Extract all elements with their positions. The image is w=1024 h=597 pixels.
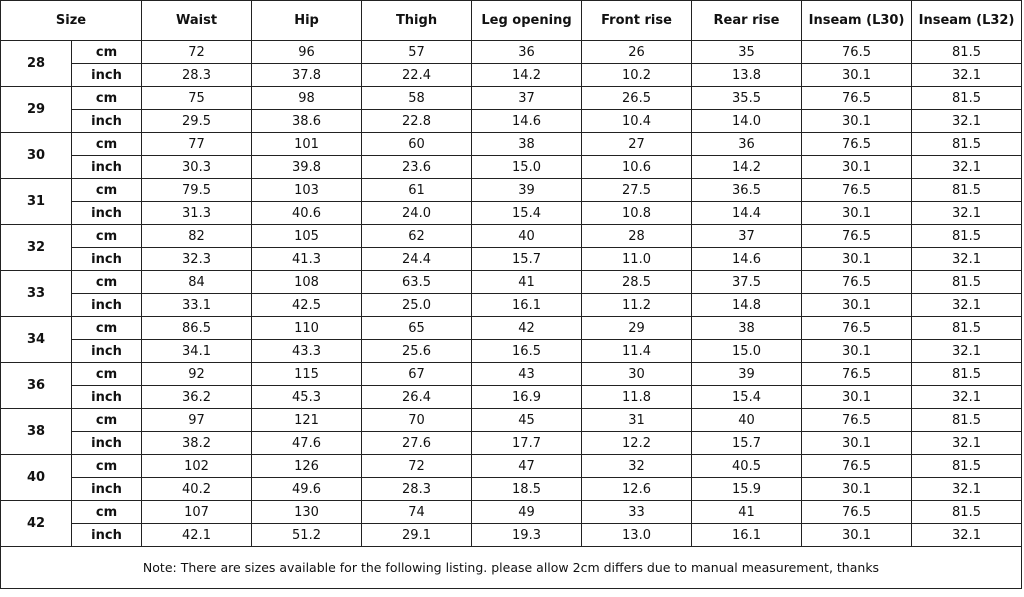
measurement-cell: 84: [142, 271, 252, 294]
unit-label: cm: [72, 501, 142, 524]
measurement-cell: 81.5: [912, 41, 1022, 64]
measurement-cell: 81.5: [912, 409, 1022, 432]
size-cell: 33: [1, 271, 72, 317]
unit-label: cm: [72, 271, 142, 294]
measurement-cell: 32.1: [912, 156, 1022, 179]
measurement-cell: 24.0: [362, 202, 472, 225]
size-cell: 31: [1, 179, 72, 225]
measurement-cell: 32.1: [912, 524, 1022, 547]
measurement-cell: 11.4: [582, 340, 692, 363]
measurement-cell: 13.0: [582, 524, 692, 547]
table-row: [1, 455, 1022, 478]
table-row: [1, 179, 1022, 202]
measurement-cell: 14.2: [472, 64, 582, 87]
unit-label: cm: [72, 179, 142, 202]
measurement-cell: 12.2: [582, 432, 692, 455]
measurement-cell: 30.1: [802, 248, 912, 271]
measurement-cell: 76.5: [802, 41, 912, 64]
measurement-cell: 30.1: [802, 64, 912, 87]
measurement-cell: 28.5: [582, 271, 692, 294]
measurement-cell: 32.1: [912, 64, 1022, 87]
measurement-cell: 14.6: [472, 110, 582, 133]
measurement-cell: 81.5: [912, 501, 1022, 524]
measurement-cell: 98: [252, 87, 362, 110]
measurement-cell: 82: [142, 225, 252, 248]
table-row: [1, 133, 1022, 156]
measurement-cell: 43: [472, 363, 582, 386]
measurement-cell: 72: [362, 455, 472, 478]
measurement-cell: 42.1: [142, 524, 252, 547]
measurement-cell: 40: [692, 409, 802, 432]
measurement-cell: 51.2: [252, 524, 362, 547]
measurement-cell: 126: [252, 455, 362, 478]
measurement-cell: 30.1: [802, 478, 912, 501]
measurement-cell: 14.0: [692, 110, 802, 133]
measurement-cell: 81.5: [912, 317, 1022, 340]
measurement-cell: 58: [362, 87, 472, 110]
measurement-cell: 37.8: [252, 64, 362, 87]
measurement-cell: 60: [362, 133, 472, 156]
measurement-cell: 30.1: [802, 340, 912, 363]
measurement-cell: 11.2: [582, 294, 692, 317]
measurement-cell: 28.3: [142, 64, 252, 87]
measurement-cell: 15.0: [692, 340, 802, 363]
measurement-cell: 81.5: [912, 271, 1022, 294]
header-size: Size: [1, 1, 142, 41]
measurement-cell: 81.5: [912, 87, 1022, 110]
measurement-cell: 15.9: [692, 478, 802, 501]
table-row: [1, 41, 1022, 64]
measurement-cell: 76.5: [802, 87, 912, 110]
measurement-cell: 130: [252, 501, 362, 524]
unit-label: inch: [72, 340, 142, 363]
measurement-cell: 26.4: [362, 386, 472, 409]
size-cell: 32: [1, 225, 72, 271]
measurement-cell: 30.1: [802, 524, 912, 547]
measurement-cell: 75: [142, 87, 252, 110]
measurement-cell: 17.7: [472, 432, 582, 455]
unit-label: inch: [72, 432, 142, 455]
measurement-cell: 30.1: [802, 156, 912, 179]
measurement-cell: 15.7: [472, 248, 582, 271]
note-text: Note: There are sizes available for the following listing. please allow 2cm differs due to manual measurement, thanks: [1, 547, 1022, 589]
measurement-cell: 38.6: [252, 110, 362, 133]
measurement-cell: 76.5: [802, 501, 912, 524]
unit-label: inch: [72, 64, 142, 87]
measurement-cell: 57: [362, 41, 472, 64]
note-row: [1, 547, 1022, 589]
measurement-cell: 22.4: [362, 64, 472, 87]
measurement-cell: 18.5: [472, 478, 582, 501]
table-row: [1, 87, 1022, 110]
measurement-cell: 76.5: [802, 271, 912, 294]
measurement-cell: 108: [252, 271, 362, 294]
measurement-cell: 77: [142, 133, 252, 156]
measurement-cell: 10.2: [582, 64, 692, 87]
measurement-cell: 40.2: [142, 478, 252, 501]
unit-label: inch: [72, 524, 142, 547]
measurement-cell: 16.5: [472, 340, 582, 363]
measurement-cell: 29.1: [362, 524, 472, 547]
table-row: [1, 110, 1022, 133]
measurement-cell: 15.4: [692, 386, 802, 409]
header-rear-rise: Rear rise: [692, 1, 802, 41]
table-row: [1, 248, 1022, 271]
measurement-cell: 31: [582, 409, 692, 432]
measurement-cell: 41.3: [252, 248, 362, 271]
measurement-cell: 38: [472, 133, 582, 156]
measurement-cell: 11.0: [582, 248, 692, 271]
table-row: [1, 294, 1022, 317]
table-row: [1, 317, 1022, 340]
measurement-cell: 14.2: [692, 156, 802, 179]
unit-label: cm: [72, 87, 142, 110]
measurement-cell: 32.1: [912, 386, 1022, 409]
measurement-cell: 39.8: [252, 156, 362, 179]
measurement-cell: 23.6: [362, 156, 472, 179]
unit-label: inch: [72, 156, 142, 179]
measurement-cell: 35.5: [692, 87, 802, 110]
header-inseam-l30: Inseam (L30): [802, 1, 912, 41]
table-row: [1, 202, 1022, 225]
table-row: [1, 340, 1022, 363]
measurement-cell: 33: [582, 501, 692, 524]
measurement-cell: 19.3: [472, 524, 582, 547]
measurement-cell: 25.6: [362, 340, 472, 363]
table-row: [1, 271, 1022, 294]
measurement-cell: 31.3: [142, 202, 252, 225]
measurement-cell: 26: [582, 41, 692, 64]
measurement-cell: 22.8: [362, 110, 472, 133]
table-row: [1, 501, 1022, 524]
measurement-cell: 12.6: [582, 478, 692, 501]
unit-label: inch: [72, 478, 142, 501]
measurement-cell: 15.0: [472, 156, 582, 179]
measurement-cell: 97: [142, 409, 252, 432]
measurement-cell: 62: [362, 225, 472, 248]
measurement-cell: 115: [252, 363, 362, 386]
measurement-cell: 110: [252, 317, 362, 340]
table-row: [1, 409, 1022, 432]
measurement-cell: 76.5: [802, 455, 912, 478]
measurement-cell: 34.1: [142, 340, 252, 363]
unit-label: inch: [72, 294, 142, 317]
measurement-cell: 42: [472, 317, 582, 340]
measurement-cell: 25.0: [362, 294, 472, 317]
measurement-cell: 35: [692, 41, 802, 64]
measurement-cell: 32.1: [912, 340, 1022, 363]
size-cell: 40: [1, 455, 72, 501]
measurement-cell: 37.5: [692, 271, 802, 294]
measurement-cell: 10.4: [582, 110, 692, 133]
measurement-cell: 10.8: [582, 202, 692, 225]
measurement-cell: 45.3: [252, 386, 362, 409]
size-cell: 28: [1, 41, 72, 87]
measurement-cell: 43.3: [252, 340, 362, 363]
header-inseam-l32: Inseam (L32): [912, 1, 1022, 41]
measurement-cell: 33.1: [142, 294, 252, 317]
measurement-cell: 76.5: [802, 225, 912, 248]
measurement-cell: 32.1: [912, 432, 1022, 455]
measurement-cell: 40: [472, 225, 582, 248]
table-row: [1, 432, 1022, 455]
unit-label: inch: [72, 110, 142, 133]
measurement-cell: 81.5: [912, 455, 1022, 478]
measurement-cell: 81.5: [912, 179, 1022, 202]
measurement-cell: 30.3: [142, 156, 252, 179]
measurement-cell: 81.5: [912, 363, 1022, 386]
measurement-cell: 30.1: [802, 432, 912, 455]
header-front-rise: Front rise: [582, 1, 692, 41]
measurement-cell: 14.8: [692, 294, 802, 317]
measurement-cell: 47: [472, 455, 582, 478]
measurement-cell: 40.6: [252, 202, 362, 225]
measurement-cell: 30.1: [802, 202, 912, 225]
table-row: [1, 524, 1022, 547]
measurement-cell: 76.5: [802, 179, 912, 202]
measurement-cell: 32.1: [912, 110, 1022, 133]
measurement-cell: 76.5: [802, 133, 912, 156]
measurement-cell: 15.4: [472, 202, 582, 225]
measurement-cell: 24.4: [362, 248, 472, 271]
measurement-cell: 96: [252, 41, 362, 64]
size-cell: 42: [1, 501, 72, 547]
size-cell: 34: [1, 317, 72, 363]
measurement-cell: 76.5: [802, 363, 912, 386]
measurement-cell: 39: [692, 363, 802, 386]
measurement-cell: 49.6: [252, 478, 362, 501]
measurement-cell: 76.5: [802, 409, 912, 432]
measurement-cell: 29: [582, 317, 692, 340]
table-row: [1, 363, 1022, 386]
table-row: [1, 386, 1022, 409]
measurement-cell: 61: [362, 179, 472, 202]
measurement-cell: 27: [582, 133, 692, 156]
measurement-cell: 42.5: [252, 294, 362, 317]
measurement-cell: 41: [472, 271, 582, 294]
measurement-cell: 81.5: [912, 133, 1022, 156]
measurement-cell: 16.9: [472, 386, 582, 409]
measurement-cell: 32.1: [912, 294, 1022, 317]
size-chart-body: [1, 41, 1022, 547]
measurement-cell: 72: [142, 41, 252, 64]
measurement-cell: 79.5: [142, 179, 252, 202]
measurement-cell: 10.6: [582, 156, 692, 179]
unit-label: cm: [72, 225, 142, 248]
measurement-cell: 27.5: [582, 179, 692, 202]
unit-label: cm: [72, 455, 142, 478]
measurement-cell: 41: [692, 501, 802, 524]
measurement-cell: 103: [252, 179, 362, 202]
header-leg-opening: Leg opening: [472, 1, 582, 41]
measurement-cell: 26.5: [582, 87, 692, 110]
measurement-cell: 30.1: [802, 294, 912, 317]
table-row: [1, 478, 1022, 501]
measurement-cell: 32.1: [912, 202, 1022, 225]
measurement-cell: 14.4: [692, 202, 802, 225]
measurement-cell: 36.2: [142, 386, 252, 409]
measurement-cell: 36: [472, 41, 582, 64]
measurement-cell: 121: [252, 409, 362, 432]
measurement-cell: 38: [692, 317, 802, 340]
header-waist: Waist: [142, 1, 252, 41]
measurement-cell: 30: [582, 363, 692, 386]
measurement-cell: 32.1: [912, 248, 1022, 271]
table-row: [1, 64, 1022, 87]
measurement-cell: 102: [142, 455, 252, 478]
unit-label: cm: [72, 133, 142, 156]
unit-label: inch: [72, 202, 142, 225]
measurement-cell: 32: [582, 455, 692, 478]
measurement-cell: 32.3: [142, 248, 252, 271]
measurement-cell: 101: [252, 133, 362, 156]
measurement-cell: 74: [362, 501, 472, 524]
measurement-cell: 107: [142, 501, 252, 524]
measurement-cell: 27.6: [362, 432, 472, 455]
measurement-cell: 37: [472, 87, 582, 110]
size-cell: 36: [1, 363, 72, 409]
table-row: [1, 156, 1022, 179]
measurement-cell: 45: [472, 409, 582, 432]
header-thigh: Thigh: [362, 1, 472, 41]
measurement-cell: 16.1: [472, 294, 582, 317]
measurement-cell: 67: [362, 363, 472, 386]
measurement-cell: 28: [582, 225, 692, 248]
unit-label: cm: [72, 409, 142, 432]
unit-label: cm: [72, 317, 142, 340]
size-cell: 30: [1, 133, 72, 179]
table-row: [1, 225, 1022, 248]
measurement-cell: 76.5: [802, 317, 912, 340]
measurement-cell: 49: [472, 501, 582, 524]
measurement-cell: 11.8: [582, 386, 692, 409]
unit-label: cm: [72, 41, 142, 64]
measurement-cell: 39: [472, 179, 582, 202]
size-cell: 38: [1, 409, 72, 455]
measurement-cell: 16.1: [692, 524, 802, 547]
size-cell: 29: [1, 87, 72, 133]
measurement-cell: 28.3: [362, 478, 472, 501]
measurement-cell: 36: [692, 133, 802, 156]
unit-label: inch: [72, 248, 142, 271]
measurement-cell: 65: [362, 317, 472, 340]
measurement-cell: 63.5: [362, 271, 472, 294]
measurement-cell: 70: [362, 409, 472, 432]
measurement-cell: 30.1: [802, 110, 912, 133]
measurement-cell: 86.5: [142, 317, 252, 340]
measurement-cell: 105: [252, 225, 362, 248]
measurement-cell: 37: [692, 225, 802, 248]
header-hip: Hip: [252, 1, 362, 41]
measurement-cell: 15.7: [692, 432, 802, 455]
measurement-cell: 30.1: [802, 386, 912, 409]
unit-label: inch: [72, 386, 142, 409]
measurement-cell: 40.5: [692, 455, 802, 478]
unit-label: cm: [72, 363, 142, 386]
measurement-cell: 29.5: [142, 110, 252, 133]
measurement-cell: 32.1: [912, 478, 1022, 501]
measurement-cell: 36.5: [692, 179, 802, 202]
measurement-cell: 92: [142, 363, 252, 386]
measurement-cell: 38.2: [142, 432, 252, 455]
measurement-cell: 81.5: [912, 225, 1022, 248]
measurement-cell: 14.6: [692, 248, 802, 271]
header-row: [1, 1, 1022, 41]
measurement-cell: 47.6: [252, 432, 362, 455]
measurement-cell: 13.8: [692, 64, 802, 87]
